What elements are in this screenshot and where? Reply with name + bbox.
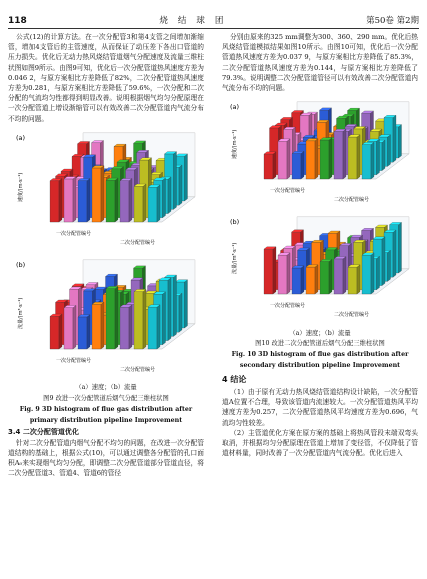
bar-front xyxy=(92,168,101,222)
bar-side xyxy=(371,143,374,180)
figure-9-caption-en-line1: Fig. 9 3D histogram of flue gas distribution after xyxy=(19,405,193,413)
figure-10 xyxy=(222,97,418,371)
bar-front xyxy=(348,268,357,295)
running-header xyxy=(8,12,419,26)
bar-front xyxy=(306,268,315,295)
bar-side xyxy=(315,139,318,179)
x-axis-label-secondary: 二次分配管编号 xyxy=(120,367,156,374)
bar-side xyxy=(168,278,171,341)
panel-label: (b) xyxy=(230,218,240,227)
bar-side xyxy=(371,253,374,294)
bar-front xyxy=(78,181,87,222)
bar-front xyxy=(64,308,73,349)
bar-side xyxy=(357,265,360,294)
bar-side xyxy=(174,151,177,209)
bar-front xyxy=(292,154,301,179)
x-axis-label-secondary: 二次分配管编号 xyxy=(120,239,156,246)
bar-front xyxy=(320,262,329,294)
journal-name: 烧结球团 xyxy=(159,16,234,26)
bar-front xyxy=(148,307,157,349)
figure-10-caption-en-line2: secondary distribution pipeline Improvement xyxy=(239,362,401,370)
page-number: 118 xyxy=(8,16,27,26)
bar-front xyxy=(92,304,101,349)
bar-side xyxy=(73,176,76,221)
bar-side xyxy=(399,125,402,158)
bar-side xyxy=(377,139,380,175)
bar-side xyxy=(377,257,380,291)
bar-side xyxy=(129,178,132,222)
bar-side xyxy=(382,237,385,286)
figure-10-subcaption: （a）速度；（b）流量 xyxy=(289,329,351,337)
bar-front xyxy=(278,141,287,179)
bar-front xyxy=(120,307,129,349)
bar-side xyxy=(273,152,276,179)
bar-side xyxy=(115,286,118,349)
panel-label: (a) xyxy=(16,133,26,142)
left-column xyxy=(8,32,204,478)
section-3-4-heading: 3.4 二次分配管道优化 xyxy=(8,428,79,437)
bar-side xyxy=(329,260,332,295)
bar-front xyxy=(320,140,329,179)
bar-front xyxy=(50,181,59,222)
x-axis-label-primary: 一次分配管编号 xyxy=(56,230,92,237)
section-4-heading: 4 结论 xyxy=(222,374,247,384)
bar-side xyxy=(87,315,90,349)
bar-side xyxy=(174,275,177,336)
x-axis-label-primary: 一次分配管编号 xyxy=(270,303,306,310)
bar-side xyxy=(382,140,385,170)
y-axis-label: 流量/(m³·s⁻¹) xyxy=(232,243,238,275)
bar-side xyxy=(163,178,166,218)
left-paragraph-1: 公式(12)的计算方法。在一次分配管3和第4支管之间增加渐缩管，增加4支管后的主管速度，从而保证了动压差下各出口管道的压力损失。优化后无动力热风烧结管道烟气分配速度及流量三维柱状图如图9所示。由图9可知，优化后一次分配管道热风速度方差为0.046 2，与原方案相比方差降低了82%，二次分配管道热风速度方差为0.281，与原方案相比方差降低了59.6%，一次分配和二次分配的气流均匀性都得到明显改善。说明根据烟气均匀分配原理在一次分配管道上增设渐缩管可以有效改善二次分配管道内气流分布不均的问题。 xyxy=(8,33,204,123)
bar-side xyxy=(185,154,188,201)
bar-front xyxy=(120,181,129,222)
bar-side xyxy=(101,165,104,221)
bar-side xyxy=(179,165,182,205)
bar-side xyxy=(343,129,346,179)
right-column xyxy=(222,32,418,458)
figure-10-caption-en-line1: Fig. 10 3D histogram of flue gas distribution after xyxy=(231,351,409,359)
bar-side xyxy=(388,135,391,167)
right-paragraph-2: （1）由于原有无动力热风烧结管道结构设计缺陷，一次分配管道A位置不合理，导致该管道内流速较大。一次分配管道热风平均速度方差为0.257，二次分配管道热风平均速度方差为0.696，气流均匀性较差。 xyxy=(222,388,418,427)
figure-10b-histogram xyxy=(222,212,418,324)
right-paragraph-1: 分别由原来的325 mm调整为300、360、290 mm。优化后热风烧结管道模拟结果如图10所示。由图10可知，优化后一次分配管道热风速度方差为0.037 9，与原方案相比方差降低了85.3%，二次分配管道热风速度方差为0.144，与原方案相比方差降低了79.3%。说明调整二次分配管道管径可以有效改善二次分配管道内气流分布不均的问题。 xyxy=(222,33,418,93)
bar-side xyxy=(287,253,290,294)
bar-side xyxy=(87,178,90,222)
bar-front xyxy=(106,289,115,349)
bar-side xyxy=(101,302,104,349)
bar-front xyxy=(334,259,343,294)
volume-issue: 第50卷 第2期 xyxy=(366,16,419,26)
figure-10a-histogram xyxy=(222,97,418,209)
right-paragraph-3: （2）主管道优化方案在原方案的基础上将热风管段末端双弯头取消，并根据均匀分配原理在管道上增加了变径管，不仅降低了管道材料量，同时改善了一次分配管道内气流分配。优化后进入 xyxy=(222,428,418,458)
figure-9 xyxy=(8,128,204,426)
bar-front xyxy=(306,141,315,179)
bar-side xyxy=(157,305,160,349)
figure-9b-histogram xyxy=(8,255,204,379)
bar-side xyxy=(329,138,332,179)
bar-side xyxy=(129,305,132,349)
figure-9-caption-cn: 图9 改进一次分配管道后烟气分配三维柱状图 xyxy=(43,395,169,403)
bar-front xyxy=(264,154,273,179)
bar-side xyxy=(388,251,391,282)
bar-side xyxy=(115,178,118,222)
bar-front xyxy=(348,137,357,179)
bar-side xyxy=(393,230,396,277)
x-axis-label-secondary: 二次分配管编号 xyxy=(334,312,370,319)
bar-side xyxy=(399,223,402,274)
bar-side xyxy=(315,265,318,294)
bar-side xyxy=(143,184,146,222)
figure-9-subcaption: （a）速度；（b）流量 xyxy=(75,384,137,392)
bar-side xyxy=(163,292,166,345)
bar-side xyxy=(179,293,182,332)
bar-side xyxy=(357,135,360,179)
bar-side xyxy=(157,185,160,222)
bar-side xyxy=(59,314,62,349)
bar-side xyxy=(185,280,188,328)
bar-side xyxy=(168,177,171,214)
bar-front xyxy=(278,256,287,295)
bar-front xyxy=(362,256,371,295)
y-axis-label: 速度/(m·s⁻¹) xyxy=(18,172,24,202)
bar-side xyxy=(301,266,304,294)
bar-front xyxy=(64,179,73,222)
panel-label: (a) xyxy=(230,103,240,112)
x-axis-label-secondary: 二次分配管编号 xyxy=(334,197,370,204)
bar-side xyxy=(287,139,290,179)
panel-label: (b) xyxy=(16,261,26,270)
figure-9-caption-en-line2: primary distribution pipeline Improvement xyxy=(29,416,183,424)
left-paragraph-2: 针对二次分配管道内烟气分配不均匀的问题，在改进一次分配管道结构的基础上，根据公式(10)，可以通过调整各分配管的孔口面积A₀来实现烟气均匀分配，即调整二次分配管道部分管道直径，将二次分配管道3、管道4、管道6的管径 xyxy=(8,438,204,478)
bar-front xyxy=(134,186,143,222)
bar-front xyxy=(334,132,343,180)
y-axis-label: 流量/(m³·s⁻¹) xyxy=(18,297,24,330)
x-axis-label-primary: 一次分配管编号 xyxy=(56,358,92,365)
bar-front xyxy=(292,268,301,294)
bar-side xyxy=(143,289,146,349)
bar-front xyxy=(264,250,273,295)
bar-front xyxy=(50,316,59,349)
header-rule xyxy=(8,28,419,29)
figure-9a-histogram xyxy=(8,128,204,252)
bar-front xyxy=(362,145,371,179)
bar-side xyxy=(301,152,304,180)
bar-front xyxy=(148,187,157,222)
bar-side xyxy=(273,247,276,294)
bar-front xyxy=(78,317,87,349)
figure-10-caption-cn: 图10 改进二次分配管道后烟气分配三维柱状图 xyxy=(255,340,385,348)
bar-front xyxy=(134,292,143,349)
bar-front xyxy=(106,180,115,222)
y-axis-label: 速度/(m·s⁻¹) xyxy=(232,129,238,160)
x-axis-label-primary: 一次分配管编号 xyxy=(270,188,306,195)
bar-side xyxy=(343,257,346,294)
bar-side xyxy=(73,305,76,349)
bar-side xyxy=(393,116,396,163)
bar-side xyxy=(59,178,62,222)
